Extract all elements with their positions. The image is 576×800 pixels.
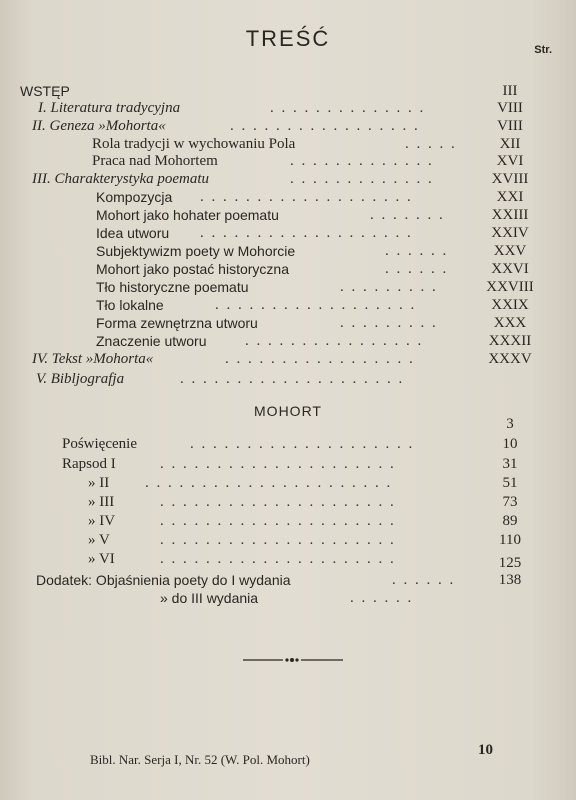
toc-entry-label: Poświęcenie (62, 436, 137, 452)
toc-row (0, 99, 576, 117)
page-title: TREŚĆ (245, 26, 331, 51)
leader-dots: . . . . . . . . . . . . . . . . . . . . . (160, 494, 396, 510)
leader-dots: . . . . . . . . . . . . . . (270, 100, 426, 116)
toc-entry-page: 51 (502, 475, 518, 491)
toc-entry-page: XXXII (488, 333, 532, 349)
toc-entry-label: » do III wydania (160, 590, 259, 606)
page-column-label: Str. (534, 44, 552, 56)
toc-entry-page: 3 (506, 416, 514, 432)
toc-row (0, 260, 576, 278)
toc-row (0, 571, 576, 589)
toc-row (0, 531, 576, 549)
leader-dots: . . . . . . . . . . . . . (290, 171, 434, 187)
toc-entry-page: III (502, 83, 518, 99)
toc-row (0, 435, 576, 453)
leader-dots: . . . . . . . . . . . . . . . . . . . (200, 225, 413, 241)
leader-dots: . . . . . . . . . . . . . . . . (245, 333, 424, 349)
toc-entry-label: » II (88, 475, 110, 491)
toc-entry-page: VIII (497, 100, 523, 116)
toc-entry-label: Idea utworu (96, 225, 170, 241)
toc-entry-page: XXX (493, 315, 527, 331)
toc-entry-label: » V (88, 532, 110, 548)
leader-dots: . . . . . (405, 136, 457, 152)
toc-row (0, 117, 576, 135)
toc-entry-page: XXIV (491, 225, 529, 241)
toc-entry-label: III. Charakterystyka poematu (32, 171, 210, 187)
toc-row-wstep (0, 82, 576, 100)
toc-row (0, 332, 576, 350)
toc-entry-label: Rapsod I (62, 456, 116, 472)
toc-entry-label: Tło historyczne poematu (96, 279, 249, 295)
toc-row (0, 493, 576, 511)
toc-entry-label: Znaczenie utworu (96, 333, 207, 349)
toc-entry-page: XVI (496, 153, 524, 169)
toc-entry-page: XXIII (491, 207, 529, 223)
toc-entry-label: » VI (88, 551, 115, 567)
leader-dots: . . . . . . . . . (340, 315, 438, 331)
toc-entry-page: XVIII (491, 171, 529, 187)
toc-entry-page: 73 (502, 494, 518, 510)
toc-entry-page: VIII (497, 118, 523, 134)
toc-entry-label: Kompozycja (96, 189, 173, 205)
toc-entry-label: Mohort jako postać historyczna (96, 261, 289, 277)
toc-entry-page: XII (499, 136, 521, 152)
toc-entry-label: » III (88, 494, 115, 510)
toc-entry-page: XXVI (491, 261, 529, 277)
toc-entry-label: Mohort jako hohater poematu (96, 207, 279, 223)
toc-row (0, 350, 576, 368)
toc-entry-label: WSTĘP (20, 83, 70, 99)
toc-row (0, 242, 576, 260)
toc-entry-label: IV. Tekst »Mohorta« (32, 351, 154, 367)
toc-row (0, 152, 576, 170)
toc-row (0, 278, 576, 296)
toc-row (0, 415, 576, 433)
toc-row (0, 589, 576, 607)
toc-entry-label: Forma zewnętrzna utworu (96, 315, 258, 331)
leader-dots: . . . . . . (385, 243, 449, 259)
leader-dots: . . . . . . (385, 261, 449, 277)
leader-dots: . . . . . . (350, 590, 414, 606)
toc-entry-label: Dodatek: Objaśnienia poety do I wydania (36, 572, 291, 588)
leader-dots: . . . . . . . . . . . . . . . . . . . . (180, 371, 405, 387)
leader-dots: . . . . . . . . . . . . . . . . . . . (200, 189, 413, 205)
ornament-divider (243, 657, 343, 663)
toc-row (0, 554, 576, 572)
leader-dots: . . . . . . . . . . . . . . . . . (225, 351, 415, 367)
leader-dots: . . . . . . . . . (340, 279, 438, 295)
toc-entry-label: II. Geneza »Mohorta« (32, 118, 166, 134)
toc-entry-page: 89 (502, 513, 518, 529)
toc-entry-page: 31 (502, 456, 518, 472)
toc-row (0, 188, 576, 206)
footer-text: Bibl. Nar. Serja I, Nr. 52 (W. Pol. Mohort) (90, 752, 310, 767)
toc-entry-page: XXI (496, 189, 524, 205)
toc-entry-label: Subjektywizm poety w Mohorcie (96, 243, 296, 259)
toc-row (0, 474, 576, 492)
toc-row (0, 224, 576, 242)
toc-row (0, 370, 576, 388)
toc-entry-page: 138 (498, 572, 522, 588)
toc-entry-label: » IV (88, 513, 116, 529)
toc-row (0, 296, 576, 314)
toc-entry-page: XXIX (491, 297, 529, 313)
toc-row (0, 135, 576, 153)
toc-entry-label: Tło lokalne (96, 297, 164, 313)
toc-entry-page: XXV (493, 243, 527, 259)
toc-row (0, 206, 576, 224)
leader-dots: . . . . . . . . . . . . . . . . . . (215, 297, 417, 313)
leader-dots: . . . . . . . . . . . . . . . . . . . . . (160, 532, 396, 548)
leader-dots: . . . . . . . . . . . . . . . . . . . . . . (145, 475, 393, 491)
toc-row (0, 512, 576, 530)
toc-row (0, 170, 576, 188)
toc-entry-page: 10 (502, 436, 518, 452)
leader-dots: . . . . . . (392, 572, 456, 588)
leader-dots: . . . . . . . . . . . . . . . . . . . . (190, 436, 415, 452)
toc-row (0, 314, 576, 332)
leader-dots: . . . . . . . (370, 207, 445, 223)
toc-entry-page: XXVIII (486, 279, 534, 295)
toc-entry-page: 110 (499, 532, 521, 548)
toc-entry-label: Rola tradycji w wychowaniu Pola (92, 136, 296, 152)
toc-entry-label: V. Bibljografja (36, 371, 125, 387)
leader-dots: . . . . . . . . . . . . . . . . . . . . . (160, 513, 396, 529)
toc-entry-label: Praca nad Mohortem (92, 153, 218, 169)
leader-dots: . . . . . . . . . . . . . . . . . (230, 118, 420, 134)
toc-entry-page: 125 (498, 555, 522, 571)
toc-row (0, 455, 576, 473)
sheet-number: 10 (478, 742, 493, 758)
toc-entry-page: XXXV (488, 351, 532, 367)
leader-dots: . . . . . . . . . . . . . (290, 153, 434, 169)
leader-dots: . . . . . . . . . . . . . . . . . . . . . (160, 456, 396, 472)
section-title: MOHORT (254, 403, 322, 419)
toc-entry-label: I. Literatura tradycyjna (38, 100, 181, 116)
leader-dots: . . . . . . . . . . . . . . . . . . . . . (160, 551, 396, 567)
